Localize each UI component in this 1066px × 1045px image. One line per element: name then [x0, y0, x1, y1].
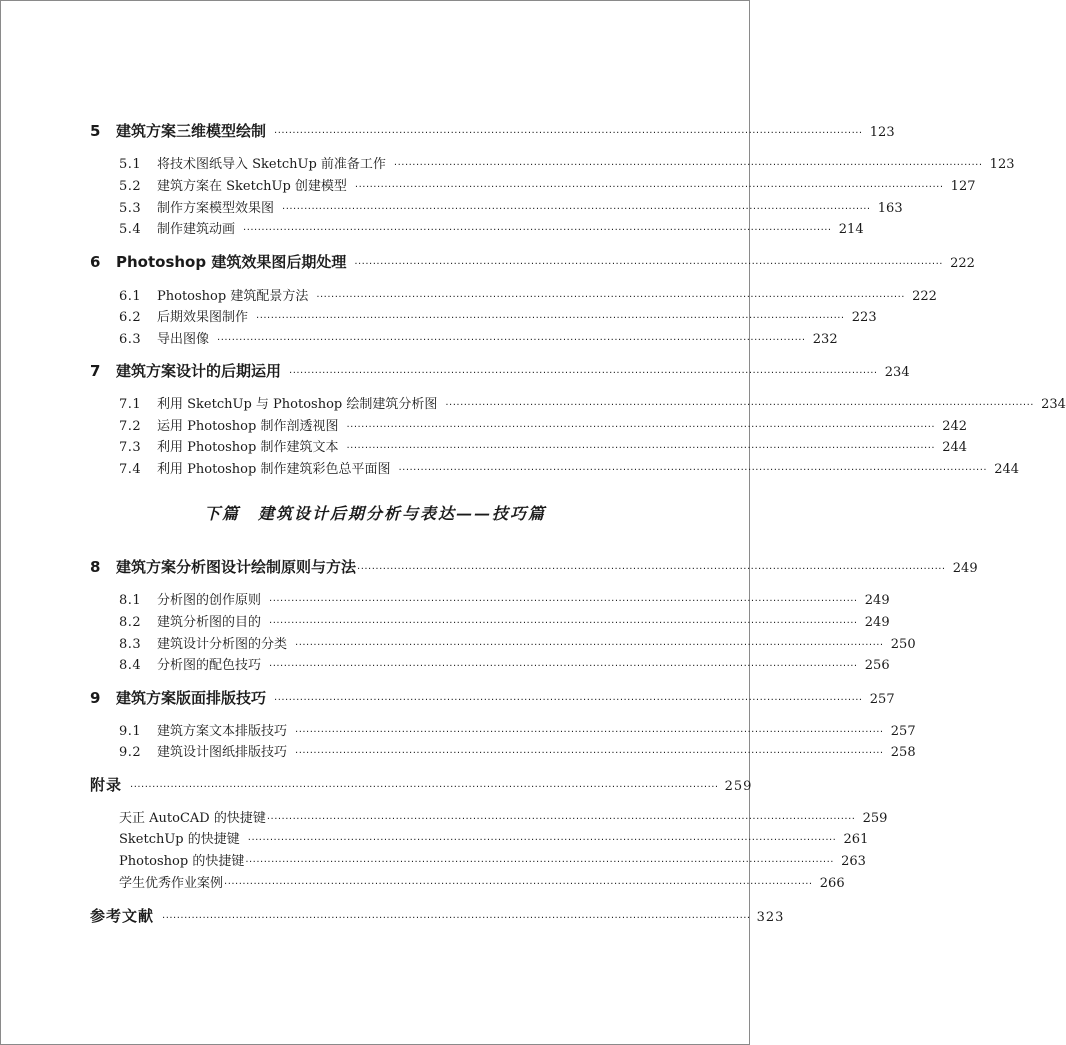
dot-leader: ································································································································································ [224, 879, 813, 890]
section-title: 建筑分析图的目的 [157, 615, 262, 630]
section-number: 5.2 [119, 179, 142, 194]
section-title: 利用 Photoshop 制作建筑彩色总平面图 [157, 462, 391, 477]
dot-leader: ································································································································································ [346, 422, 936, 433]
dot-leader: ································································································································································ [289, 368, 878, 379]
section-number: 8.1 [119, 593, 142, 608]
dot-leader: ································································································································································ [130, 782, 719, 793]
page-number: 223 [851, 310, 877, 325]
chapter-number: 5 [90, 122, 101, 140]
chapter-title: 建筑方案分析图设计绘制原则与方法 [116, 558, 357, 576]
section-title: 运用 Photoshop 制作剖透视图 [157, 419, 339, 434]
page-number: 249 [952, 561, 978, 576]
toc-appendix-item-4[interactable] [119, 872, 845, 891]
page-number: 249 [864, 615, 890, 630]
section-title: 导出图像 [157, 332, 210, 347]
toc-appendix-item-2[interactable] [119, 828, 869, 847]
section-number: 8.3 [119, 637, 142, 652]
page-number: 123 [989, 157, 1015, 172]
dot-leader: ································································································································································ [346, 443, 936, 454]
toc-references[interactable] [90, 905, 785, 926]
page-number: 222 [950, 256, 975, 271]
page-number: 232 [812, 332, 838, 347]
page-number: 323 [756, 910, 785, 925]
toc-section-9-1[interactable] [119, 720, 916, 739]
dot-leader: ································································································································································ [269, 596, 858, 607]
toc-section-9-2[interactable] [119, 741, 916, 760]
page-number: 259 [724, 779, 753, 794]
page-number: 244 [942, 440, 968, 455]
section-number: 5.4 [119, 222, 142, 237]
page-number: 256 [864, 658, 890, 673]
toc-section-5-4[interactable] [119, 218, 864, 237]
section-number: 6.3 [119, 332, 142, 347]
page-number: 163 [877, 201, 903, 216]
dot-leader: ································································································································································ [393, 160, 983, 171]
toc-chapter-9[interactable] [90, 687, 895, 708]
dot-leader: ································································································································································ [247, 835, 837, 846]
dot-leader: ································································································································································ [245, 857, 834, 868]
page-number: 234 [1041, 397, 1066, 412]
appendix-item-title: Photoshop 的快捷键 [119, 854, 245, 869]
page-number: 257 [890, 724, 916, 739]
dot-leader: ································································································································································ [162, 913, 751, 924]
section-title: 建筑设计分析图的分类 [157, 637, 288, 652]
section-number: 7.3 [119, 440, 142, 455]
dot-leader: ································································································································································ [357, 564, 946, 575]
toc-section-7-3[interactable] [119, 436, 968, 455]
section-number: 8.4 [119, 658, 142, 673]
dot-leader: ································································································································································ [282, 204, 871, 215]
section-title: 利用 SketchUp 与 Photoshop 绘制建筑分析图 [157, 397, 438, 412]
page-number: 259 [862, 811, 888, 826]
section-number: 6.2 [119, 310, 142, 325]
chapter-number: 7 [90, 362, 101, 380]
dot-leader: ································································································································································ [398, 465, 988, 476]
appendix-item-title: 天正 AutoCAD 的快捷键 [119, 811, 266, 826]
dot-leader: ································································································································································ [274, 128, 863, 139]
dot-leader: ································································································································································ [269, 618, 858, 629]
chapter-number: 8 [90, 558, 101, 576]
section-title: 将技术图纸导入 SketchUp 前准备工作 [157, 157, 386, 172]
section-title: 分析图的创作原则 [157, 593, 262, 608]
section-number: 7.2 [119, 419, 142, 434]
page-number: 242 [942, 419, 968, 434]
section-title: 制作建筑动画 [157, 222, 236, 237]
toc-appendix-item-3[interactable] [119, 850, 866, 869]
page-number: 123 [869, 125, 895, 140]
toc-section-7-1[interactable] [119, 393, 1066, 412]
dot-leader: ································································································································································ [269, 661, 858, 672]
chapter-title: 建筑方案设计的后期运用 [116, 362, 282, 380]
section-number: 5.1 [119, 157, 142, 172]
toc-section-8-4[interactable] [119, 654, 890, 673]
dot-leader: ································································································································································ [445, 400, 1034, 411]
chapter-title: 建筑方案版面排版技巧 [116, 689, 267, 707]
chapter-number: 9 [90, 689, 101, 707]
section-title: 制作方案模型效果图 [157, 201, 275, 216]
page-number: 127 [950, 179, 976, 194]
page-number: 261 [843, 832, 869, 847]
section-number: 7.4 [119, 462, 142, 477]
dot-leader: ································································································································································ [354, 259, 943, 270]
section-title: 利用 Photoshop 制作建筑文本 [157, 440, 339, 455]
appendix-title: 附录 [90, 776, 123, 794]
dot-leader: ································································································································································ [295, 748, 884, 759]
toc-section-5-1[interactable] [119, 153, 1015, 172]
page-number: 258 [890, 745, 916, 760]
page-number: 250 [890, 637, 916, 652]
page-number: 222 [912, 289, 937, 304]
dot-leader: ································································································································································ [295, 640, 884, 651]
toc-chapter-8[interactable] [90, 556, 978, 577]
dot-leader: ································································································································································ [274, 695, 863, 706]
toc-appendix-item-1[interactable] [119, 807, 888, 826]
toc-section-6-3[interactable] [119, 328, 838, 347]
chapter-number: 6 [90, 253, 101, 271]
toc-chapter-5[interactable] [90, 120, 895, 141]
page-number: 244 [994, 462, 1020, 477]
section-title: 分析图的配色技巧 [157, 658, 262, 673]
section-title: 建筑方案在 SketchUp 创建模型 [157, 179, 347, 194]
dot-leader: ································································································································································ [316, 292, 905, 303]
toc-section-5-2[interactable] [119, 175, 976, 194]
dot-leader: ································································································································································ [217, 335, 806, 346]
toc-section-6-1[interactable] [119, 285, 937, 304]
part-heading: 下篇 建筑设计后期分析与表达——技巧篇 [203, 504, 546, 523]
toc-section-7-4[interactable] [119, 458, 1020, 477]
toc-section-5-3[interactable] [119, 197, 903, 216]
chapter-title: 建筑方案三维模型绘制 [116, 122, 267, 140]
references-title: 参考文献 [90, 907, 155, 925]
page-number: 249 [864, 593, 890, 608]
section-number: 6.1 [119, 289, 142, 304]
dot-leader: ································································································································································ [295, 727, 884, 738]
page-number: 266 [819, 876, 845, 891]
section-number: 5.3 [119, 201, 142, 216]
section-number: 9.2 [119, 745, 142, 760]
section-number: 8.2 [119, 615, 142, 630]
dot-leader: ································································································································································ [256, 313, 845, 324]
section-title: 建筑方案文本排版技巧 [157, 724, 288, 739]
section-title: 建筑设计图纸排版技巧 [157, 745, 288, 760]
toc-section-8-1[interactable] [119, 589, 890, 608]
section-title: 后期效果图制作 [157, 310, 249, 325]
page-number: 234 [884, 365, 910, 380]
dot-leader: ································································································································································ [266, 814, 856, 825]
toc-chapter-6[interactable] [90, 251, 975, 272]
toc-appendix[interactable] [90, 774, 753, 795]
appendix-item-title: 学生优秀作业案例 [119, 876, 224, 891]
page-number: 263 [841, 854, 866, 869]
section-number: 9.1 [119, 724, 142, 739]
page-number: 214 [838, 222, 864, 237]
section-number: 7.1 [119, 397, 142, 412]
toc-section-8-2[interactable] [119, 611, 890, 630]
chapter-title: Photoshop 建筑效果图后期处理 [116, 253, 347, 271]
toc-section-7-2[interactable] [119, 415, 968, 434]
appendix-item-title: SketchUp 的快捷键 [119, 832, 240, 847]
toc-section-6-2[interactable] [119, 306, 877, 325]
section-title: Photoshop 建筑配景方法 [157, 289, 309, 304]
page-number: 257 [869, 692, 895, 707]
toc-chapter-7[interactable] [90, 360, 910, 381]
dot-leader: ································································································································································ [354, 182, 944, 193]
dot-leader: ································································································································································ [243, 225, 832, 236]
toc-section-8-3[interactable] [119, 633, 916, 652]
